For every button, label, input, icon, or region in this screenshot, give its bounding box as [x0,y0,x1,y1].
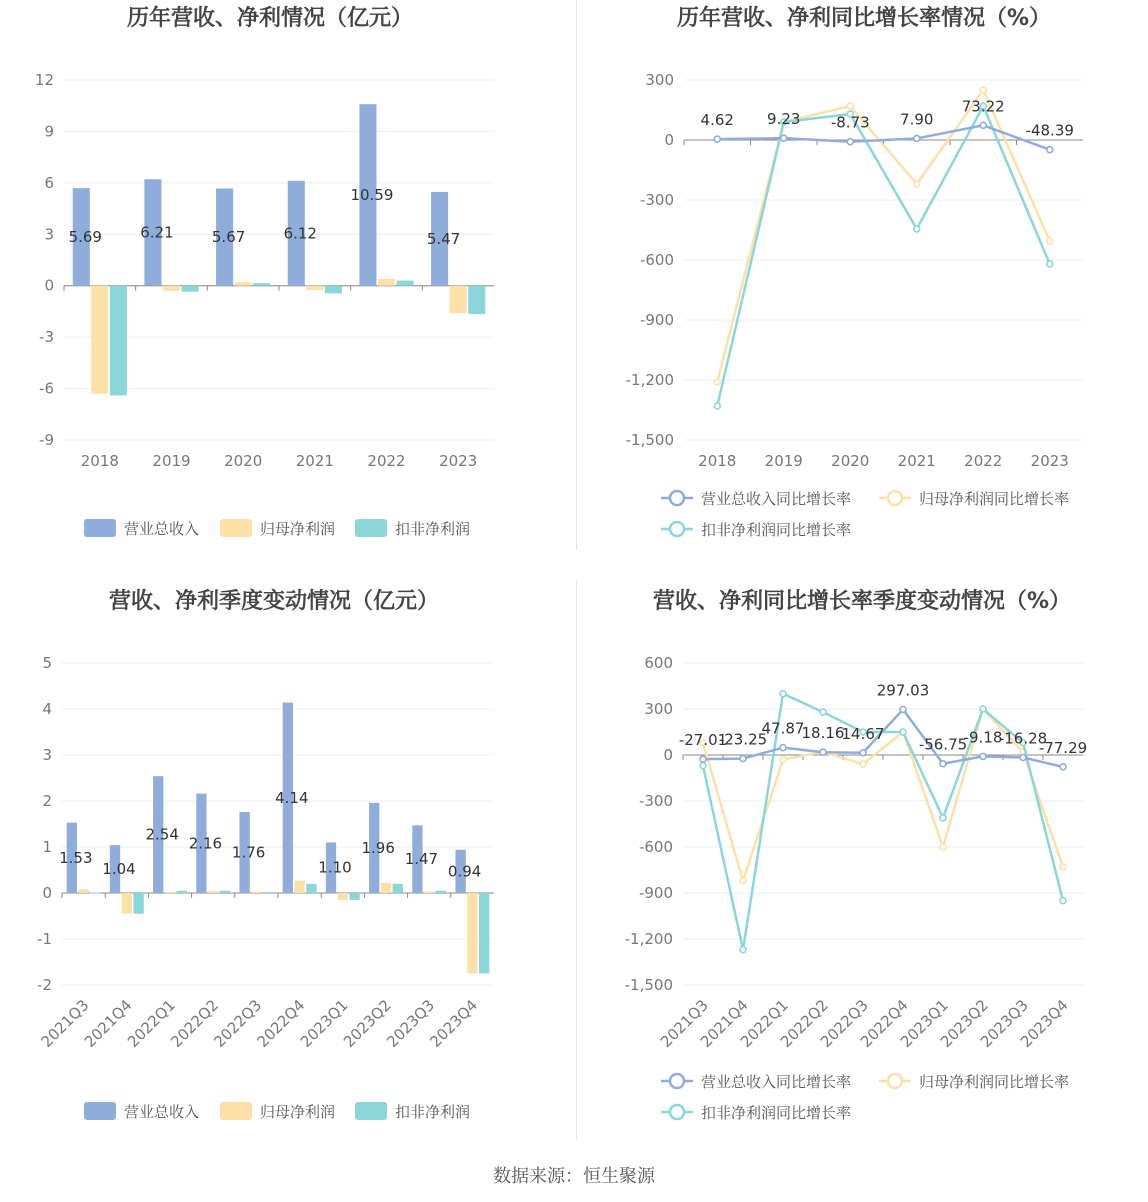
data-label: 4.14 [275,788,309,807]
legend-label: 扣非净利润 [395,520,471,538]
data-label: 73.22 [961,97,1005,116]
x-tick-label: 2023Q4 [1017,996,1072,1051]
y-tick-label: -6 [39,379,54,398]
data-label: 47.87 [761,719,805,738]
y-tick-label: 6 [44,173,54,192]
legend-label: 扣非净利润 [395,1103,471,1121]
data-point [860,761,866,767]
series-line [717,90,1050,382]
bar [133,893,143,914]
data-label: 6.21 [140,223,174,242]
bar [338,893,348,900]
bar [349,893,359,900]
data-point [820,749,826,755]
data-label: 2.16 [188,834,223,853]
legend-swatch [84,519,116,537]
y-tick-label: -2 [37,976,52,994]
y-tick-label: 2 [42,792,52,810]
bar [424,892,434,893]
x-tick-label: 2022 [964,452,1003,470]
data-point [700,756,706,762]
quarter-line-chart-svg [577,580,1148,1150]
y-tick-label: 0 [42,884,52,902]
legend-label: 归母净利润同比增长率 [919,1073,1070,1091]
data-point [820,709,826,715]
x-tick-label: 2019 [764,452,803,470]
x-tick-label: 2022 [367,452,406,470]
data-label: 1.10 [318,858,352,877]
data-label: -56.75 [918,735,968,754]
legend-marker [670,1105,684,1119]
x-tick-label: 2022Q2 [167,996,223,1051]
data-point [980,753,986,759]
y-tick-label: -300 [639,191,674,209]
y-tick-label: 0 [663,746,673,764]
y-tick-label: 12 [34,71,54,89]
data-point [940,844,946,850]
bar [182,286,199,292]
bar [91,286,108,394]
data-point [781,135,787,141]
legend-marker [670,522,684,536]
legend-label: 营业总收入同比增长率 [701,1073,852,1091]
data-label: -48.39 [1025,121,1074,140]
data-point [1047,238,1053,244]
y-tick-label: 5 [42,654,52,672]
data-label: 6.12 [283,224,317,243]
legend-label: 营业总收入 [124,1103,200,1121]
y-tick-label: -9 [39,431,54,449]
data-point [714,403,720,409]
x-tick-label: 2021Q3 [657,996,712,1051]
y-tick-label: 4 [42,700,52,718]
x-tick-label: 2021Q4 [80,996,136,1051]
y-tick-label: 0 [664,131,674,149]
y-tick-label: -1 [37,930,52,948]
x-tick-label: 2023Q3 [383,996,439,1051]
data-point [780,691,786,697]
legend-swatch [220,1102,252,1120]
data-point [914,135,920,141]
x-tick-label: 2018 [80,452,119,470]
chart-title: 历年营收、净利同比增长率情况（%） [676,6,1052,31]
x-tick-label: 2023Q3 [977,996,1032,1051]
data-point [1060,764,1066,770]
x-tick-label: 2023Q1 [296,996,352,1051]
data-point [714,136,720,142]
chart-title: 营收、净利同比增长率季度变动情况（%） [652,589,1072,614]
bar [251,892,261,893]
y-tick-label: -600 [639,251,674,269]
legend-label: 营业总收入同比增长率 [701,490,852,508]
legend-swatch [355,519,387,537]
x-tick-label: 2019 [152,452,191,470]
y-tick-label: 3 [44,225,54,244]
x-tick-label: 2023Q4 [426,996,482,1051]
data-point [1060,864,1066,870]
legend-label: 归母净利润 [260,1103,336,1121]
data-point [1047,261,1053,267]
data-point [980,706,986,712]
y-tick-label: -1,200 [624,930,673,948]
chart-title: 历年营收、净利情况（亿元） [126,6,414,31]
data-label: 1.04 [102,860,136,879]
legend-marker [888,1074,902,1088]
data-label: -77.29 [1038,738,1088,757]
legend-label: 扣非净利润同比增长率 [701,521,852,539]
x-tick-label: 2023Q2 [340,996,395,1051]
y-tick-label: -3 [39,328,54,347]
data-point [1047,147,1053,153]
bar [306,884,316,893]
quarter-line-chart [577,580,1148,1150]
y-tick-label: 1 [42,838,52,856]
data-point [914,181,920,187]
x-tick-label: 2021Q3 [37,996,93,1051]
chart-title: 营收、净利季度变动情况（亿元） [108,589,440,614]
bar [381,883,391,893]
bar [378,279,395,286]
x-tick-label: 2023 [1030,452,1069,470]
x-tick-label: 2022Q2 [777,996,832,1051]
bar [177,891,187,893]
data-point [780,757,786,763]
data-point [980,122,986,128]
data-point [847,103,853,109]
legend-label: 归母净利润同比增长率 [919,490,1070,508]
bar [397,281,414,286]
bar [163,286,180,291]
data-label: -27.01 [678,731,728,750]
y-tick-label: 300 [645,71,674,89]
bar [235,282,252,285]
y-tick-label: -600 [638,838,673,856]
column-divider-bottom [576,580,577,1140]
bar [467,893,477,974]
data-point [1060,898,1066,904]
legend-marker [670,1074,684,1088]
data-point [780,745,786,751]
bar [306,286,323,290]
y-tick-label: -900 [638,884,673,902]
x-tick-label: 2022Q3 [817,996,872,1051]
data-point [1020,754,1026,760]
bar [393,884,403,893]
data-label: 5.69 [68,227,102,246]
x-tick-label: 2022Q3 [210,996,266,1051]
bar [325,286,342,294]
x-tick-label: 2018 [698,452,737,470]
data-label: 1.96 [361,838,395,857]
y-tick-label: -1,500 [625,431,674,449]
data-label: -8.73 [830,113,870,132]
legend-label: 归母净利润 [260,520,336,538]
annual-line-chart [577,0,1148,560]
x-tick-label: 2020 [224,452,263,470]
legend-marker [888,491,902,505]
data-label: 1.53 [59,848,93,867]
data-label: -9.18 [963,728,1003,747]
legend-marker [670,491,684,505]
annual-bar-chart-svg [0,0,576,560]
y-tick-label: -300 [638,792,673,810]
legend-label: 营业总收入 [124,520,200,538]
data-label: 5.47 [426,229,461,248]
bar [90,893,100,894]
data-point [714,379,720,385]
legend-swatch [220,519,252,537]
data-label: 18.16 [801,724,845,743]
bar [253,283,270,286]
data-point [940,815,946,821]
data-source: 数据来源：恒生聚源 [493,1166,655,1187]
bar [468,286,485,314]
data-point [740,878,746,884]
data-point [740,947,746,953]
y-tick-label: -1,500 [624,976,673,994]
data-point [940,761,946,767]
data-point [900,729,906,735]
data-label: 1.76 [231,843,266,862]
quarter-bar-chart-svg [0,580,576,1150]
bar [479,893,489,974]
column-divider-top [576,0,577,550]
y-tick-label: 300 [644,700,673,718]
y-tick-label: -900 [639,311,674,329]
data-label: -16.28 [998,729,1048,748]
y-tick-label: 0 [44,276,54,295]
bar [165,892,175,893]
data-label: 0.94 [447,862,482,881]
series-line [717,106,1050,406]
data-point [914,226,920,232]
legend-label: 扣非净利润同比增长率 [701,1104,852,1122]
data-label: 2.54 [145,825,179,844]
x-tick-label: 2021Q4 [697,996,752,1051]
y-tick-label: -1,200 [625,371,674,389]
x-tick-label: 2022Q1 [124,996,179,1051]
x-tick-label: 2021 [295,452,334,470]
data-label: 9.23 [767,110,801,129]
data-point [900,706,906,712]
y-tick-label: 9 [44,122,54,141]
data-label: 297.03 [876,681,930,700]
quarter-bar-chart [0,580,576,1150]
bar [122,893,132,914]
data-label: 4.62 [700,111,734,130]
x-tick-label: 2023 [439,452,478,470]
data-label: 1.47 [404,850,439,869]
data-label: -23.25 [718,730,768,749]
x-tick-label: 2022Q4 [857,996,912,1051]
data-label: 7.90 [900,110,934,129]
bar [450,286,467,313]
bar [78,889,88,893]
y-tick-label: 600 [644,654,673,672]
data-label: 14.67 [841,724,885,743]
x-tick-label: 2023Q2 [937,996,992,1051]
x-tick-label: 2023Q1 [897,996,952,1051]
y-tick-label: 3 [42,746,52,764]
bar [110,286,127,396]
data-point [847,139,853,145]
legend-swatch [84,1102,116,1120]
data-point [740,756,746,762]
data-point [860,750,866,756]
x-tick-label: 2022Q4 [253,996,309,1051]
bar [294,881,304,893]
x-tick-label: 2021 [897,452,936,470]
x-tick-label: 2022Q1 [737,996,792,1051]
data-label: 5.67 [211,228,246,247]
x-tick-label: 2020 [831,452,870,470]
annual-line-chart-svg [577,0,1148,560]
bar [263,892,273,893]
bar [208,891,218,893]
legend-swatch [355,1102,387,1120]
bar [220,891,230,893]
bar [436,891,446,893]
data-label: 10.59 [350,185,394,204]
annual-bar-chart [0,0,576,560]
data-point [980,87,986,93]
data-point [700,763,706,769]
